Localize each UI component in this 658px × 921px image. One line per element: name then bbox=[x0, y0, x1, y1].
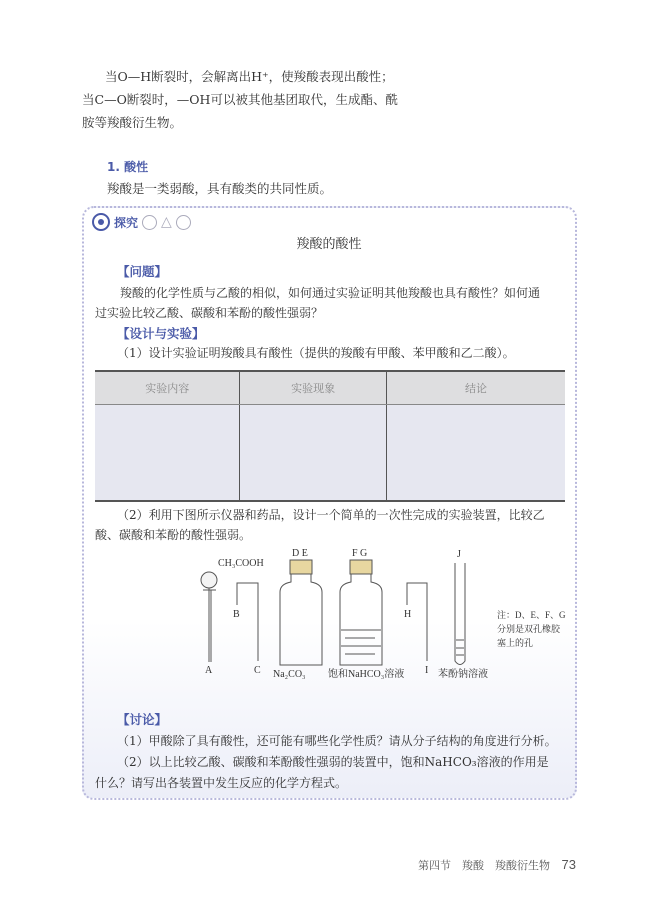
note-line-2: 分别是双孔橡胶 bbox=[497, 624, 561, 634]
page-number: 73 bbox=[561, 857, 576, 872]
bent-tube-hi bbox=[407, 583, 427, 661]
label-h: H bbox=[404, 609, 412, 620]
step-2-line-1: （2）利用下图所示仪器和药品，设计一个简单的一次性完成的实验装置，比较乙 bbox=[117, 508, 545, 522]
question-heading: 【问题】 bbox=[117, 264, 168, 279]
label-na2co3: Na₂CO₃ bbox=[273, 669, 306, 680]
bottle-2 bbox=[340, 560, 382, 665]
bent-tube-bc bbox=[237, 583, 258, 661]
question-line-2: 过实验比较乙酸、碳酸和苯酚的酸性强弱？ bbox=[95, 306, 324, 320]
section-heading: 1. 酸性 bbox=[107, 160, 149, 174]
test-tube bbox=[455, 563, 465, 665]
label-phenoxide: 苯酚钠溶液 bbox=[438, 669, 488, 680]
triangle-icon: △ bbox=[161, 214, 172, 230]
inquiry-title: 羧酸的酸性 bbox=[296, 237, 362, 252]
inquiry-label: 探究 bbox=[114, 215, 139, 230]
label-c: C bbox=[254, 665, 261, 676]
step-2-line-2: 酸、碳酸和苯酚的酸性强弱。 bbox=[95, 528, 252, 542]
discussion-2-line-1: （2）以上比较乙酸、碳酸和苯酚酸性强弱的装置中，饱和NaHCO₃溶液的作用是 bbox=[117, 755, 549, 769]
discussion-heading: 【讨论】 bbox=[117, 712, 168, 727]
discussion-1: （1）甲酸除了具有酸性，还可能有哪些化学性质？请从分子结构的角度进行分析。 bbox=[117, 734, 557, 748]
note-line-3: 塞上的孔 bbox=[497, 638, 534, 648]
label-fg: F G bbox=[352, 548, 368, 559]
section-text: 羧酸是一类弱酸，具有酸类的共同性质。 bbox=[107, 181, 333, 196]
label-b: B bbox=[233, 609, 240, 620]
header-phenomenon: 实验现象 bbox=[240, 371, 386, 405]
header-content: 实验内容 bbox=[95, 371, 240, 405]
footer-section: 第四节 羧酸 羧酸衍生物 bbox=[418, 859, 551, 872]
label-j: J bbox=[457, 549, 461, 560]
separatory-funnel bbox=[201, 572, 217, 662]
step-1: （1）设计实验证明羧酸具有酸性（提供的羧酸有甲酸、苯甲酸和乙二酸）。 bbox=[117, 346, 515, 360]
label-nahco3: 饱和NaHCO₃溶液 bbox=[328, 669, 405, 680]
header-conclusion: 结论 bbox=[386, 371, 565, 405]
label-ch3cooh: CH₃COOH bbox=[218, 558, 264, 569]
intro-line-2: 当C—O断裂时，—OH可以被其他基团取代，生成酯、酰 bbox=[82, 92, 398, 107]
label-de: D E bbox=[292, 548, 308, 559]
discussion-2-line-2: 什么？请写出各装置中发生反应的化学方程式。 bbox=[95, 776, 348, 790]
intro-line-1: 当O—H断裂时，会解离出H⁺，使羧酸表现出酸性； bbox=[105, 69, 394, 84]
label-a: A bbox=[205, 665, 213, 676]
design-heading: 【设计与实验】 bbox=[117, 326, 205, 341]
label-i: I bbox=[425, 665, 429, 676]
question-line-1: 羧酸的化学性质与乙酸的相似，如何通过实验证明其他羧酸也具有酸性？如何通 bbox=[120, 286, 541, 300]
note-line-1: 注：D、E、F、G bbox=[497, 610, 566, 620]
page-footer bbox=[418, 857, 576, 873]
bottle-1 bbox=[280, 560, 322, 665]
intro-line-3: 胺等羧酸衍生物。 bbox=[82, 115, 183, 130]
